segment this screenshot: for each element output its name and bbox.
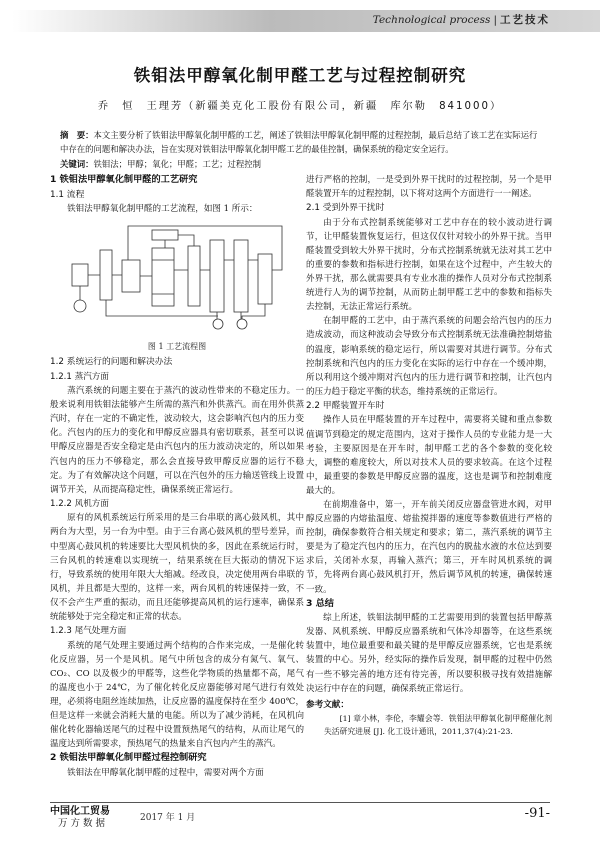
abstract-label: 摘 要：: [60, 130, 94, 140]
subsection-heading: 1.1 流程: [50, 189, 85, 200]
equipment-column: [100, 250, 112, 300]
equipment-fan: [213, 319, 223, 329]
abstract: [60, 128, 540, 156]
page-number: -91-: [524, 806, 550, 821]
section-heading: 2 铁钼法甲醇氧化制甲醛过程控制研究: [50, 752, 207, 764]
paragraph: 进行严格的控制，一是受到外界干扰时的过程控制，另一个是甲醛装置开车的过程控制，以下将对这两个方面进行一一阐述。: [306, 175, 552, 200]
keywords-text: 铁钼法；甲醇；氧化；甲醛；工艺；过程控制: [93, 159, 261, 169]
equipment-vessel: [72, 264, 88, 286]
figure-caption: 图 1 工艺流程图: [147, 342, 207, 352]
paragraph: 在前期准备中，第一，开车前关闭反应器盘管进水阀，对甲醇反应器的内熔盐温度、熔盐搅拌器的速度等参数值进行严格的控制，确保参数符合相关规定和要求；第二，蒸汽系统的调节主要是为了稳定汽包内的压力，在汽包内的脱盐水液的水位达到要求后，关闭补水泵，再输入蒸汽；第三，开车时风机系统的调节，先将两台离心鼓风机打开，然后调节风机的转速，确保转速一致。: [306, 499, 552, 595]
equipment-converter: [258, 254, 272, 304]
subsubsection-heading: 1.2.1 蒸汽方面: [50, 371, 109, 382]
equipment-drum: [152, 230, 178, 240]
paragraph: 操作人员在甲醛装置的开车过程中，需要将关键和重点参数值调节到稳定的规定范围内，这对于操作人员的专业能力是一大考验，主要原因是在开车时，制甲醛工艺的各个参数的变化较大，调整的难度较大，所以对技术人员的要求较高。在这个过程中，最重要的参数是甲醇反应器的温度，这也是调节和控制难度最大的。: [306, 415, 552, 496]
paragraph: 在制甲醛的工艺中，由于蒸汽系统的问题会给汽包内的压力造成波动，而这种波动会导致分布式控制系统无法准确控制熔盐的温度，影响系统的稳定运行，所以需要对其进行调节。分布式控制系统和汽包内的压力变化在实际的运行中存在一个缓冲期，所以利用这个缓冲期对汽包内的压力进行调节和控制，让汽包内的压力趋于稳定平衡的状态，维持系统的正常运行。: [306, 316, 552, 397]
paper-title: 铁钼法甲醇氧化制甲醛工艺与过程控制研究: [133, 66, 467, 85]
subsection-heading: 1.2 系统运行的问题和解决办法: [50, 357, 173, 368]
equipment-fan-2: [237, 319, 247, 329]
subsection-heading: 2.2 甲醛装置开车时: [306, 400, 385, 411]
keywords-label: 关键词：: [60, 159, 94, 169]
references-heading: 参考文献：: [306, 699, 349, 710]
running-header: [373, 12, 550, 27]
paragraph: 由于分布式控制系统能够对工艺中存在的较小波动进行调节，让甲醛装置恢复运行，但这仅仅针对较小的外界干扰。当甲醛装置受到较大外界干扰时，分布式控制系统就无法对其工艺中的重要的参数和指标进行控制，如果在这个过程中，产生较大的外界干扰，那么就需要具有专业水准的操作人员对分布式控制系统进行人为的调节控制，从而防止制甲醛工艺中的参数和指标失去控制，无法正常运行系统。: [306, 217, 552, 313]
equipment-cooler: [188, 246, 200, 306]
left-column: [50, 173, 304, 780]
reference-item: [1] 章小林，李伦，李耀会等．铁钼法甲醇氧化制甲醛催化剂失活研究进展 [J]. 化工设计通讯，2011,37(4):21-23.: [324, 713, 552, 736]
paragraph: 蒸汽系统的问题主要在于蒸汽的波动性带来的不稳定压力。一般来说利用铁钼法能够产生所需的蒸汽和外供蒸汽。而在用外供蒸汽时，存在一定的不确定性，波动较大，这会影响汽包内的压力变化。汽包内的压力的变化和甲醇反应器具有密切联系，甚至可以说甲醇反应器是否安全稳定是由汽包内的压力波动决定的，所以如果汽包内的压力不够稳定，那么会直接导致甲醇反应器的运行不稳定。为了有效解决这个问题，可以在汽包外的压力输送管线上设置调节开关，从而提高稳定性，确保系统正常运行。: [50, 386, 304, 495]
keywords: [60, 157, 540, 171]
paragraph: 系统的尾气处理主要通过两个结构的合作来完成，一是催化转化反应器，另一个是风机。尾气中所包含的成分有氮气、氧气、CO₂、CO 以及极少的甲醛等，这些化学物质的热量都不高，尾气的温度也小于 24℃，为了催化转化反应器能够对尾气进行有效处理，必须将电阻丝连续加热，让反应器的温度保持在至少 400℃，但是这样一来就会消耗大量的电能。所以为了减少消耗，在风机向催化转化器输送尾气的过程中设置预热尾气的结构，从而让尾气的温度达到所需要求，预热尾气的热量来自汽包内产生的蒸汽。: [50, 640, 304, 750]
database-watermark: 万方数据: [58, 818, 109, 829]
section-name: 工艺技术: [500, 14, 550, 26]
equipment-absorber-2: [234, 240, 248, 312]
paper-authors: 乔 恒 王理芳（新疆美克化工股份有限公司，新疆 库尔勒 841000）: [97, 101, 503, 112]
paragraph: 原有的风机系统运行所采用的是三台串联的离心鼓风机，其中两台为大型，另一台为中型。由于三台离心鼓风机的型号差异，而中型离心鼓风机的转速要比大型风机快的多，因此在系统运行时，三台风机的转速难以实现统一，结果系统在巨大振动的情况下运行，导致系统的使用年限大大缩减。经改良，决定使用两台串联的风机，并且都是大型的，这样一来，两台风机的转速保持一致，不仅不会产生严重的振动，而且还能够提高风机的运行速率，确保系统能够处于完全稳定和正常的状态。: [50, 513, 304, 622]
paragraph: 铁钼法在甲醇氧化制甲醛的过程中，需要对两个方面: [67, 767, 264, 778]
issue-date: 2017 年 1 月: [140, 813, 196, 823]
paragraph: 铁钼法甲醇氧化制甲醛的工艺流程，如图 1 所示：: [67, 204, 258, 214]
subsection-heading: 2.1 受到外界干扰时: [306, 203, 385, 214]
abstract-text: 本文主要分析了铁钼法甲醇氧化制甲醛的工艺，阐述了铁钼法甲醇氧化制甲醛的过程控制，最后总结了该工艺在实际运行中存在的问题和解决办法，旨在实现对铁钼法甲醇氧化制甲醛工艺的最佳控制，确保系统的稳定安全运行。: [60, 130, 538, 154]
equipment-evaporator: [122, 260, 140, 292]
equipment-reactor: [152, 248, 174, 306]
subsubsection-heading: 1.2.3 尾气处理方面: [50, 626, 127, 637]
process-flow-diagram: [68, 220, 292, 338]
publication-name: 中国化工贸易: [50, 806, 110, 817]
paragraph: 综上所述，铁钼法制甲醛的工艺需要用到的装置包括甲醇蒸发器、风机系统、甲醇反应器系统和气体冷却器等，在这些系统装置中，地位最重要和最关键的是甲醇反应器系统，它也是系统装置的中心。另外，经实际的操作后发现，制甲醛的过程中仍然有一些不够完善的地方还有待完善，所以要积极寻找有效措施解决运行中存在的问题，确保系统正常运行。: [306, 613, 552, 694]
section-heading: 1 铁钼法甲醇氧化制甲醛的工艺研究: [50, 174, 198, 185]
process-flow-figure: [68, 220, 292, 338]
right-column: [306, 173, 552, 738]
equipment-pump: [74, 300, 86, 312]
section-heading: 3 总结: [306, 597, 334, 609]
subsubsection-heading: 1.2.2 风机方面: [50, 498, 109, 509]
header-separator: |: [493, 14, 497, 26]
footer-rule: [50, 802, 550, 803]
footer-brand: [50, 806, 110, 830]
equipment-absorber: [210, 240, 224, 312]
journal-name: Technological process: [372, 14, 491, 26]
